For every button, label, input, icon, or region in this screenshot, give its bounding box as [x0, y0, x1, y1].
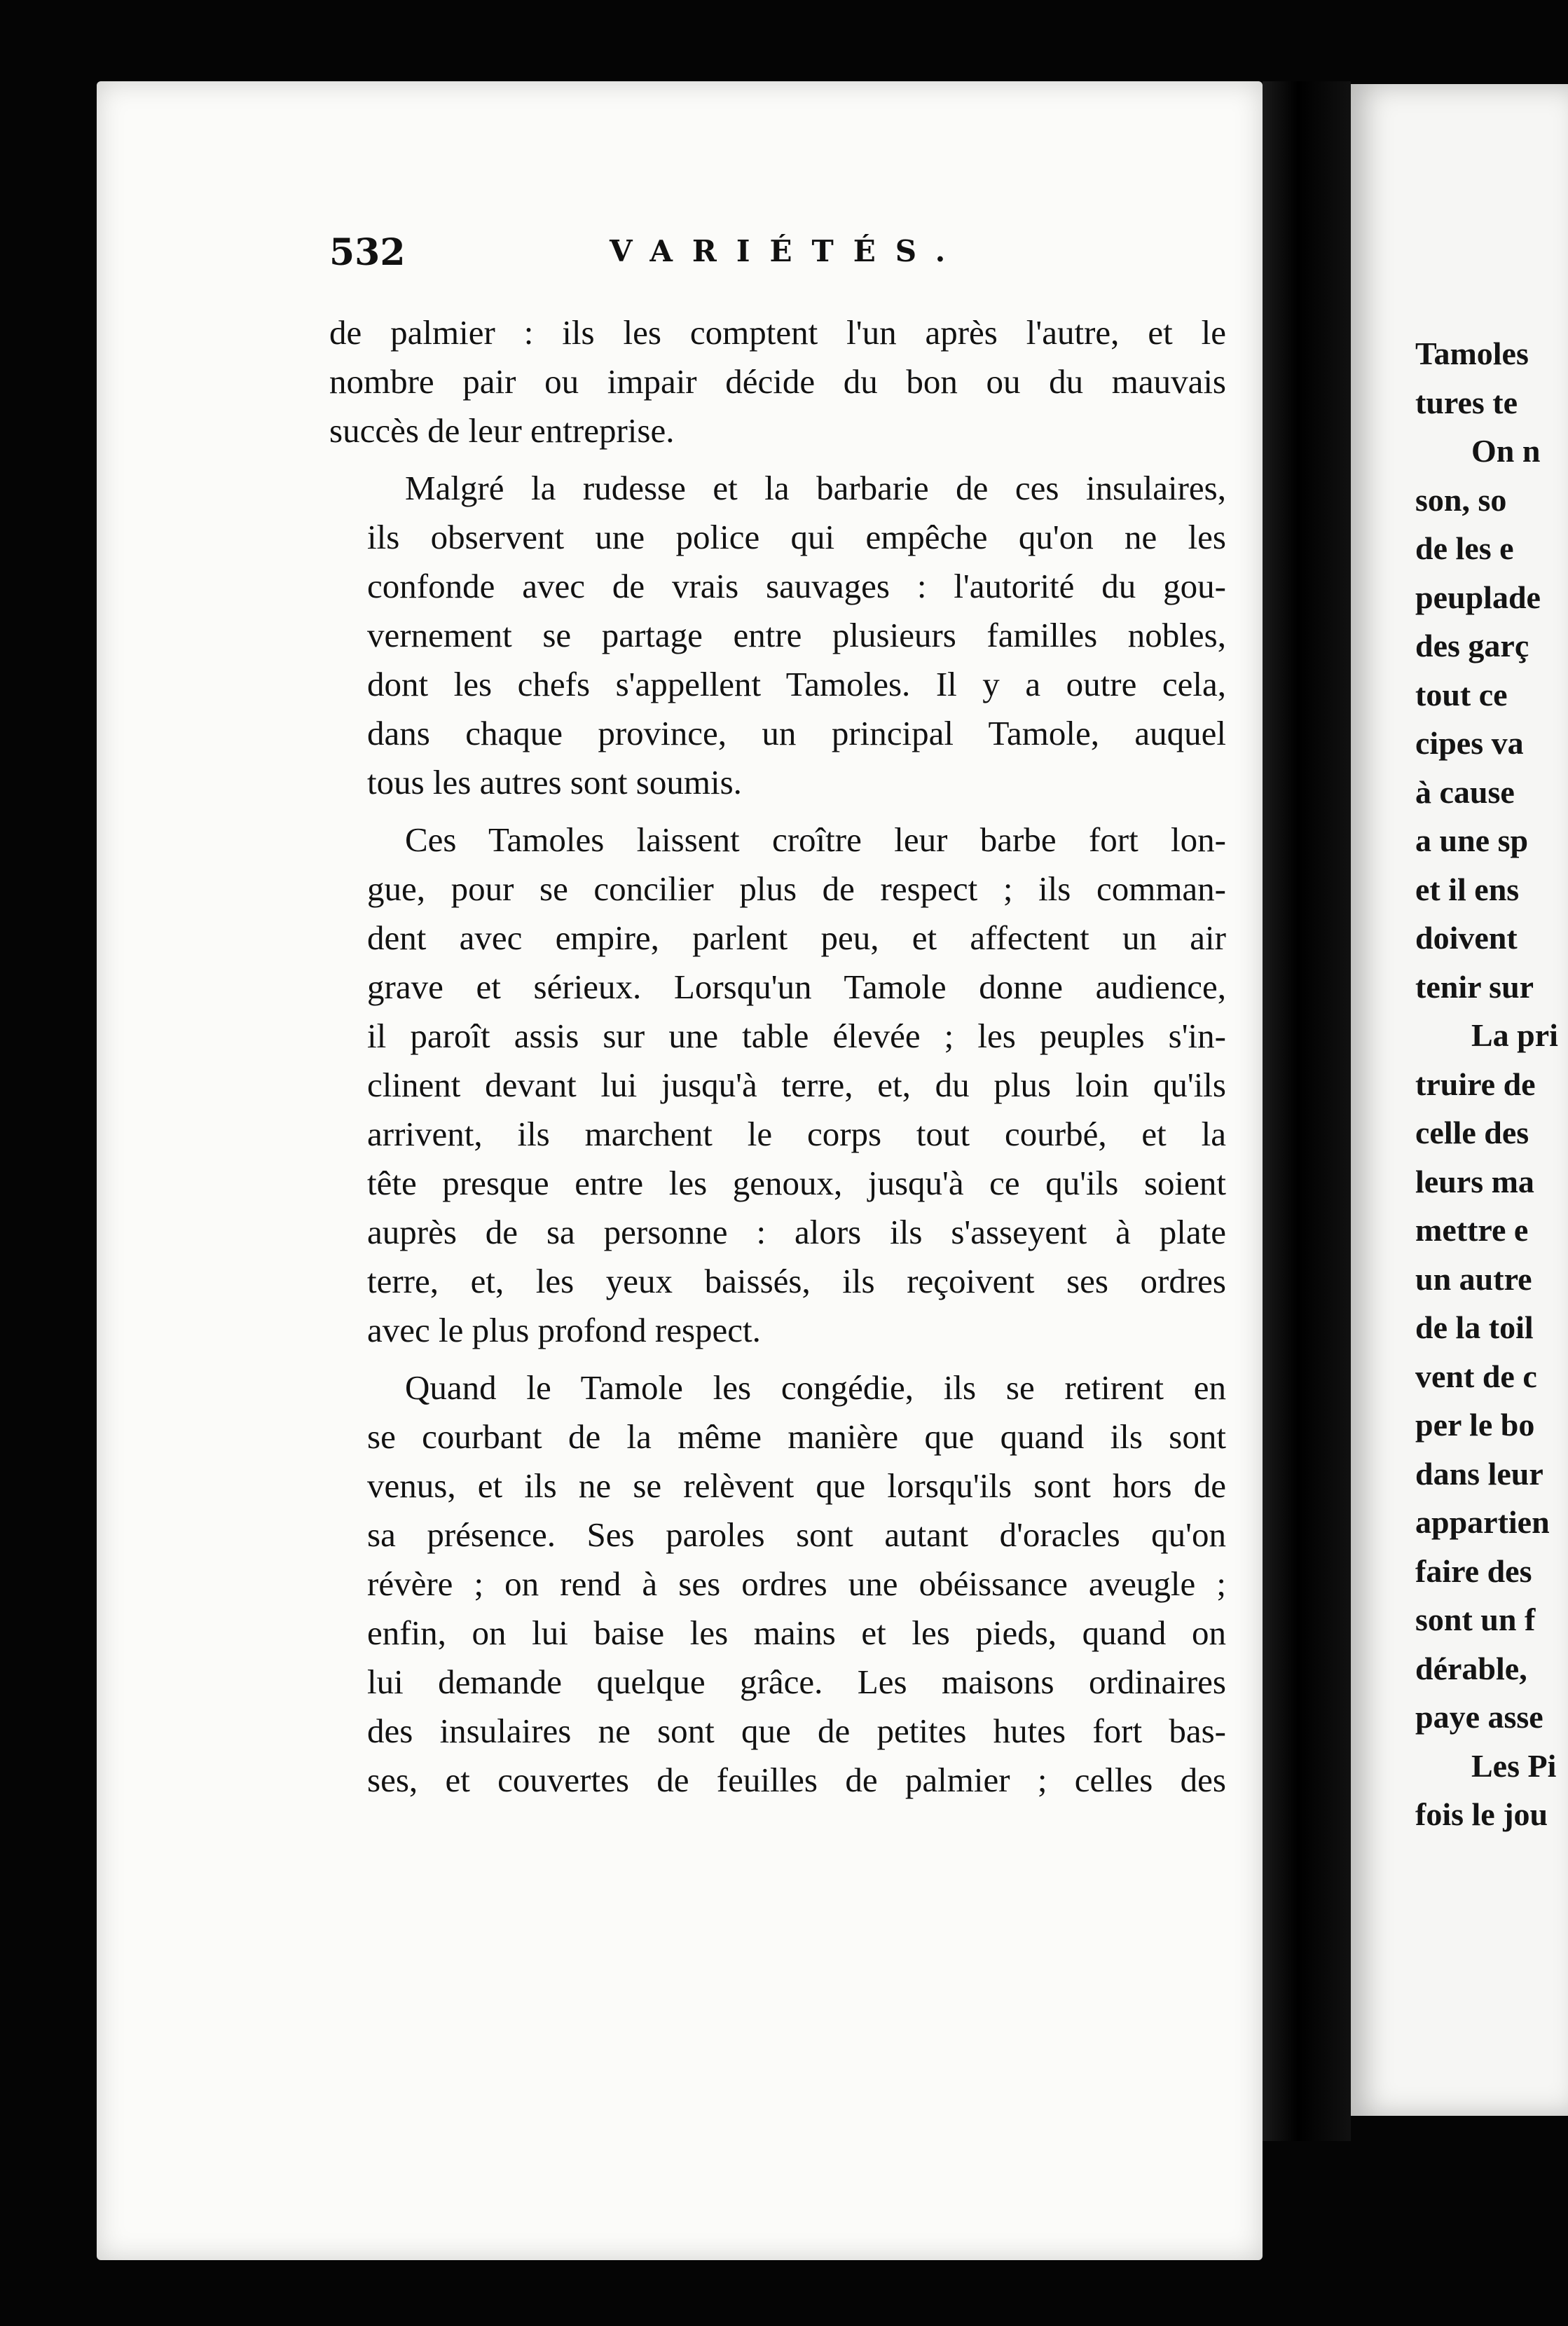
right-page-text [1415, 329, 1568, 1839]
text-line: son, so [1415, 481, 1507, 518]
text-line: dont les chefs s'appellent Tamoles. Il y a outre cela, [367, 665, 1226, 703]
text-line: grave et sérieux. Lorsqu'un Tamole donne audience, [367, 968, 1226, 1006]
text-line: fois le jou [1415, 1796, 1548, 1832]
text-line: lui demande quelque grâce. Les maisons ordinaires [367, 1663, 1226, 1701]
text-line: et il ens [1415, 871, 1520, 907]
text-line: cipes va [1415, 725, 1524, 761]
text-line: celle des [1415, 1115, 1529, 1150]
text-line: Les Pi [1471, 1747, 1557, 1784]
text-line: de palmier : ils les comptent l'un après l'autre, et le [329, 313, 1226, 352]
text-line: de les e [1415, 530, 1514, 566]
running-title: VARIÉTÉS. [610, 234, 965, 268]
paragraph-4 [329, 1363, 1226, 1805]
text-line: Malgré la rudesse et la barbarie de ces insulaires, [405, 469, 1226, 507]
text-line: a une sp [1415, 823, 1529, 858]
text-line: des insulaires ne sont que de petites hutes fort bas- [367, 1712, 1226, 1750]
text-line: Quand le Tamole les congédie, ils se retirent en [405, 1368, 1226, 1407]
text-line: des garç [1415, 628, 1529, 663]
text-line: nombre pair ou impair décide du bon ou du mauvais [329, 362, 1226, 401]
text-line: leurs ma [1415, 1163, 1534, 1199]
text-line: ses, et couvertes de feuilles de palmier ; celles des [367, 1761, 1226, 1799]
text-line: Ces Tamoles laissent croître leur barbe fort lon- [405, 820, 1226, 859]
text-line: de la toil [1415, 1309, 1534, 1345]
body-text [329, 308, 1226, 1813]
text-line: sont un f [1415, 1602, 1536, 1637]
text-line: tenir sur [1415, 968, 1534, 1005]
text-line: terre, et, les yeux baissés, ils reçoivent ses ordres [367, 1262, 1226, 1300]
text-line: dans leur [1415, 1455, 1543, 1492]
text-line: tures te [1415, 384, 1518, 420]
text-line: mettre e [1415, 1212, 1529, 1248]
text-line: truire de [1415, 1066, 1536, 1102]
text-line: Tamoles [1415, 336, 1529, 371]
text-line: ils observent une police qui empêche qu'on ne les [367, 518, 1226, 556]
paragraph-3 [329, 816, 1226, 1355]
text-line: tous les autres sont soumis. [367, 763, 742, 801]
text-line: clinent devant lui jusqu'à terre, et, du plus loin qu'ils [367, 1066, 1226, 1104]
book-gutter [1263, 81, 1351, 2141]
text-line: il paroît assis sur une table élevée ; les peuples s'in- [367, 1017, 1226, 1055]
text-line: vernement se partage entre plusieurs familles nobles, [367, 616, 1226, 654]
text-line: succès de leur entreprise. [329, 411, 675, 450]
text-line: avec le plus profond respect. [367, 1311, 761, 1349]
text-line: révère ; on rend à ses ordres une obéissance aveugle ; [367, 1564, 1226, 1603]
text-line: confonde avec de vrais sauvages : l'autorité du gou- [367, 567, 1226, 605]
text-line: arrivent, ils marchent le corps tout courbé, et la [367, 1115, 1226, 1153]
text-line: à cause [1415, 773, 1515, 810]
text-line: doivent [1415, 920, 1518, 956]
text-line: vent de c [1415, 1358, 1537, 1394]
text-line: gue, pour se concilier plus de respect ; ils comman- [367, 869, 1226, 908]
text-line: auprès de sa personne : alors ils s'asseyent à plate [367, 1213, 1226, 1251]
page-number: 532 [329, 231, 406, 274]
text-line: paye asse [1415, 1699, 1543, 1735]
text-line: enfin, on lui baise les mains et les pieds, quand on [367, 1613, 1226, 1652]
text-line: faire des [1415, 1553, 1532, 1589]
text-line: se courbant de la même manière que quand ils sont [367, 1417, 1226, 1456]
text-line: appartien [1415, 1504, 1550, 1540]
paragraph-1 [329, 308, 1226, 455]
text-line: dérable, [1415, 1650, 1527, 1686]
text-line: tête presque entre les genoux, jusqu'à ce qu'ils soient [367, 1164, 1226, 1202]
text-line: dent avec empire, parlent peu, et affectent un air [367, 918, 1226, 957]
page-header [329, 231, 1226, 280]
text-line: peuplade [1415, 579, 1541, 615]
paragraph-2 [329, 464, 1226, 807]
text-line: un autre [1415, 1260, 1532, 1297]
text-line: On n [1471, 433, 1541, 469]
text-line: La pri [1471, 1017, 1558, 1053]
text-line: per le bo [1415, 1407, 1535, 1443]
text-line: sa présence. Ses paroles sont autant d'oracles qu'on [367, 1515, 1226, 1554]
text-line: tout ce [1415, 676, 1508, 713]
text-line: venus, et ils ne se relèvent que lorsqu'ils sont hors de [367, 1466, 1226, 1505]
text-line: dans chaque province, un principal Tamole, auquel [367, 714, 1226, 752]
